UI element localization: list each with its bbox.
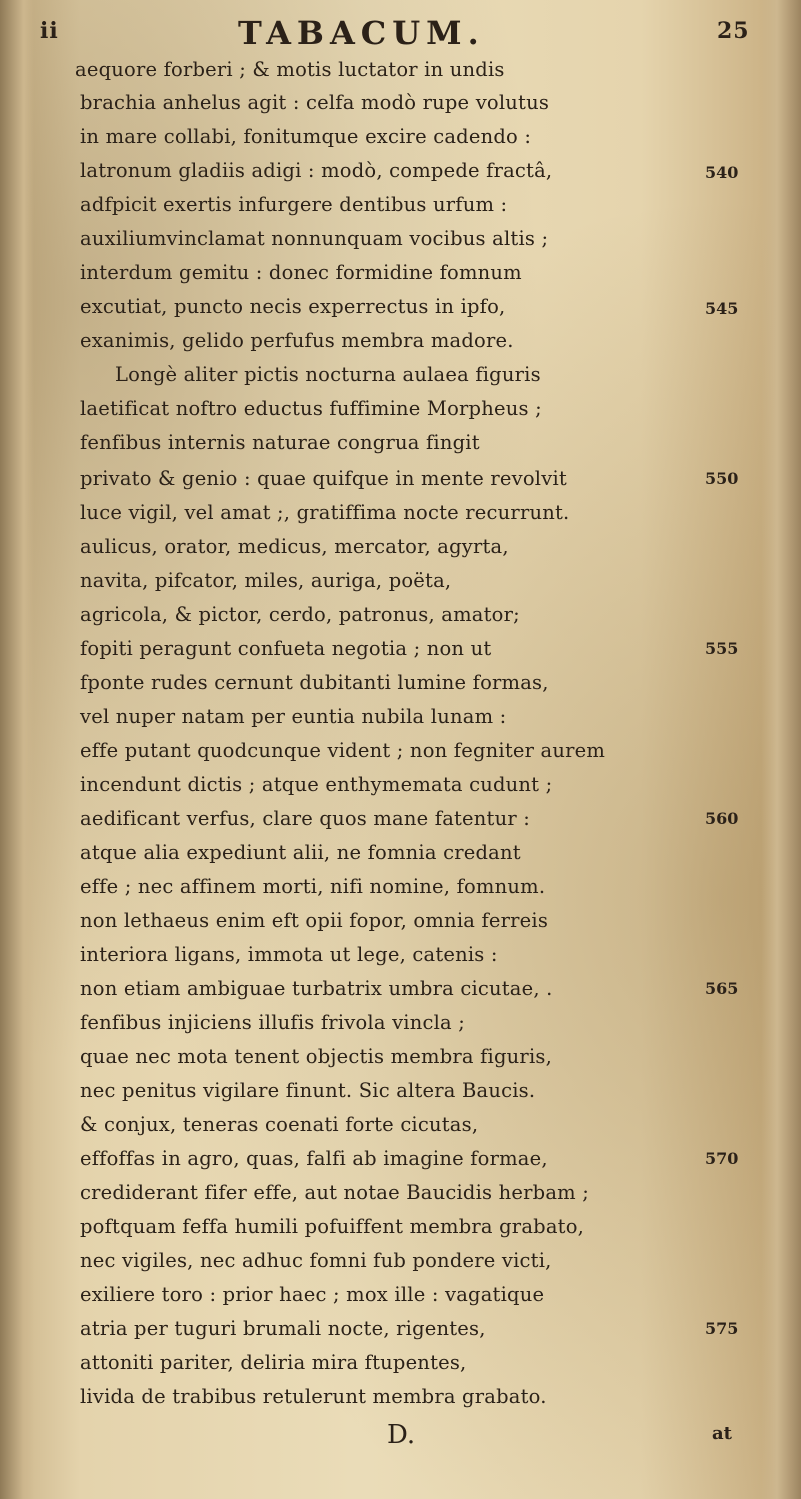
line-number: 570: [705, 1149, 739, 1168]
line-number: 545: [705, 299, 739, 318]
verse-line: in mare collabi, fonitumque excire cadendo :: [80, 125, 532, 148]
verse-line: attoniti pariter, deliria mira ftupentes,: [80, 1351, 467, 1374]
verse-line: aulicus, orator, medicus, mercator, agyrta,: [80, 535, 509, 558]
running-title: TABACUM.: [238, 14, 485, 52]
line-number: 540: [705, 163, 739, 182]
verse-line: interdum gemitu : donec formidine fomnum: [80, 261, 522, 284]
verse-line: quae nec mota tenent objectis membra figuris,: [80, 1045, 553, 1068]
verse-line: crediderant fifer effe, aut notae Baucidis herbam ;: [80, 1181, 590, 1204]
folio-left: ii: [40, 18, 59, 44]
verse-line: excutiat, puncto necis experrectus in ipfo,: [80, 295, 506, 318]
verse-line: agricola, & pictor, cerdo, patronus, amator;: [80, 603, 520, 626]
verse-line: luce vigil, vel amat ;, gratiffima nocte recurrunt.: [80, 501, 570, 524]
verse-line: & conjux, teneras coenati forte cicutas,: [80, 1113, 479, 1136]
verse-line: effoffas in agro, quas, falfi ab imagine formae,: [80, 1147, 548, 1170]
signature-mark: D.: [387, 1420, 416, 1450]
verse-line: effe putant quodcunque vident ; non fegniter aurem: [80, 739, 606, 762]
verse-line: fponte rudes cernunt dubitanti lumine formas,: [80, 671, 549, 694]
verse-line: interiora ligans, immota ut lege, catenis :: [80, 943, 498, 966]
line-number: 550: [705, 469, 739, 488]
verse-line: aedificant verfus, clare quos mane fatentur :: [80, 807, 531, 830]
verse-line: effe ; nec affinem morti, nifi nomine, fomnum.: [80, 875, 546, 898]
verse-line: incendunt dictis ; atque enthymemata cudunt ;: [80, 773, 553, 796]
verse-line: fopiti peragunt confueta negotia ; non ut: [80, 637, 492, 660]
verse-line: fenfibus internis naturae congrua fingit: [80, 431, 480, 454]
catchword: at: [712, 1423, 732, 1444]
verse-line: nec penitus vigilare finunt. Sic altera Baucis.: [80, 1079, 536, 1102]
verse-line: poftquam feffa humili pofuiffent membra grabato,: [80, 1215, 585, 1238]
verse-line: adfpicit exertis infurgere dentibus urfum :: [80, 193, 508, 216]
folio-right: 25: [717, 18, 750, 44]
verse-line: nec vigiles, nec adhuc fomni fub pondere victi,: [80, 1249, 552, 1272]
verse-line: laetificat noftro eductus fuffimine Morpheus ;: [80, 397, 542, 420]
verse-line: auxiliumvinclamat nonnunquam vocibus altis ;: [80, 227, 549, 250]
verse-line: exiliere toro : prior haec ; mox ille : vagatique: [80, 1283, 545, 1306]
line-number: 555: [705, 639, 739, 658]
verse-line: livida de trabibus retulerunt membra grabato.: [80, 1385, 547, 1408]
verse-line: aequore forberi ; & motis luctator in undis: [75, 58, 505, 81]
page-left-edge: [0, 0, 34, 1499]
verse-line: Longè aliter pictis nocturna aulaea figuris: [115, 363, 541, 386]
line-number: 560: [705, 809, 739, 828]
verse-line: vel nuper natam per euntia nubila lunam :: [80, 705, 507, 728]
page-right-edge: [761, 0, 801, 1499]
verse-line: exanimis, gelido perfufus membra madore.: [80, 329, 514, 352]
verse-line: privato & genio : quae quifque in mente revolvit: [80, 467, 567, 490]
verse-line: brachia anhelus agit : celfa modò rupe volutus: [80, 91, 550, 114]
verse-line: fenfibus injiciens illufis frivola vincla ;: [80, 1011, 466, 1034]
page-header: [0, 0, 801, 52]
verse-line: navita, pifcator, miles, auriga, poëta,: [80, 569, 452, 592]
line-number: 575: [705, 1319, 739, 1338]
verse-line: non lethaeus enim eft opii fopor, omnia ferreis: [80, 909, 549, 932]
verse-line: atria per tuguri brumali nocte, rigentes,: [80, 1317, 486, 1340]
verse-line: non etiam ambiguae turbatrix umbra cicutae, .: [80, 977, 553, 1000]
verse-line: latronum gladiis adigi : modò, compede fractâ,: [80, 159, 553, 182]
line-number: 565: [705, 979, 739, 998]
verse-line: atque alia expediunt alii, ne fomnia credant: [80, 841, 521, 864]
